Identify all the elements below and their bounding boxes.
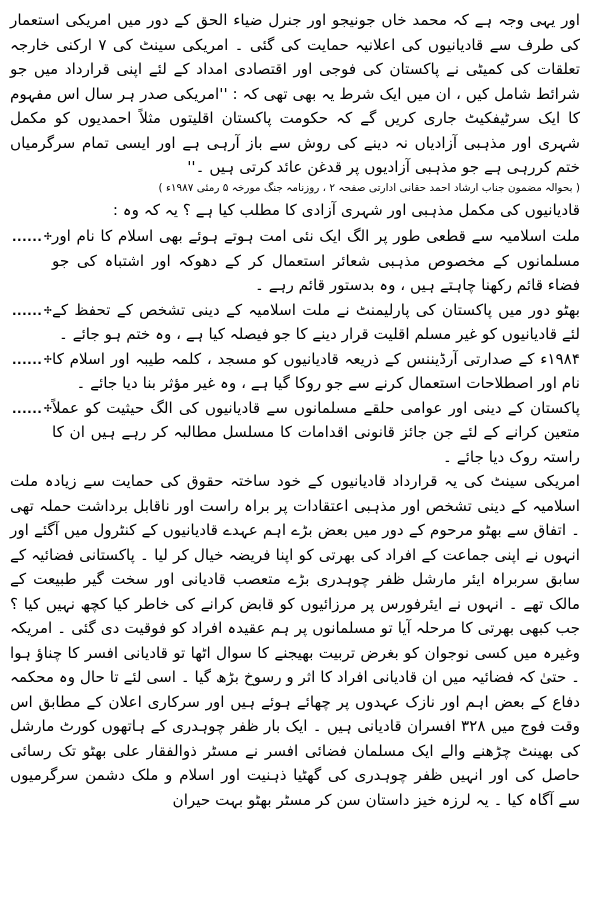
flower-icon <box>44 230 52 242</box>
bullet-marker <box>10 396 52 470</box>
bullet-dots: ...... <box>12 352 43 367</box>
bullet-marker <box>10 298 52 347</box>
bullet-dots: ...... <box>12 230 43 244</box>
closing-paragraph: امریکی سینٹ کی یہ قرارداد قادیانیوں کے خود ساختہ حقوق کی حمایت سے زیادہ ملت اسلامیہ کے دینی تشخص اور مذہبی اعتقادات پر براہ راست اور ناقابل برداشت حملہ تھی ۔ اتفاق سے بھٹو مرحوم کے دور میں بعض بڑے اہم عہدے قادیانیوں کے کنٹرول میں آگئے اور انہوں نے اپنی جماعت کے افراد کی بھرتی کو اپنا فریضہ خیال کر لیا ۔ پاکستانی فضائیہ کے سابق سربراہ ایئر مارشل ظفر چوہدری بڑے متعصب قادیانی اور سخت گیر طبیعت کے مالک تھے ۔ انہوں نے ایئرفورس پر مرزائیوں کو قابض کرانے کی خاطر کیا کچھ نہیں کیا ؟ جب کبھی بھرتی کا مرحلہ آیا تو مسلمانوں پر ہم عقیدہ افراد کو فوقیت دی گئی ۔ امریکہ وغیرہ میں کسی نوجوان کو بغرض تربیت بھیجنے کا سوال اٹھا تو قادیانی افسر کا چناؤ ہوا ۔ حتیٰ کہ فضائیہ میں ان قادیانی افراد کا اثر و رسوخ بڑھ گیا ۔ اسی لئے تا حال وہ محکمہ دفاع کے بعض اہم اور نازک عہدوں پر چھائے ہوئے ہیں اور سرکاری اعلان کے مطابق اس وقت فوج میں ۳۲۸ افسران قادیانی ہیں ۔ ایک بار ظفر چوہدری کے ہاتھوں کورٹ مارشل کی بھینٹ چڑھنے والے ایک مسلمان فضائی افسر نے مسٹر ذوالفقار علی بھٹو تک رسائی حاصل کی اور انہیں ظفر چوہدری کی گھٹیا ذہنیت اور اسلام و ملک دشمن سرگرمیوں سے آگاہ کیا ۔ یہ لرزہ خیز داستان سن کر مسٹر بھٹو بہت حیران <box>10 472 580 809</box>
intro-paragraph: اور یہی وجہ ہے کہ محمد خاں جونیجو اور جنرل ضیاء الحق کے دور میں امریکی استعمار کی طرف سے قادیانیوں کی اعلانیہ حمایت کی گئی ۔ امریکی سینٹ کی ۷ ارکنی خارجہ تعلقات کی کمیٹی نے پاکستان کی فوجی اور اقتصادی امداد کے لئے اپنی قرارداد میں جو شرائط شامل کیں ، ان میں ایک شرط یہ بھی تھی کہ : ''امریکی صدر ہر سال اس مفہوم کا ایک سرٹیفکیٹ جاری کریں گے کہ حکومت پاکستان اقلیتوں مثلاً احمدیوں کو مکمل شہری اور مذہبی آزادیاں نہ دینے کی روش سے باز آرہی ہے اور ایسی تمام سرگرمیاں ختم کررہی ہے جو مذہبی آزادیوں پر قدغن عائد کرتی ہیں ۔'' <box>10 11 580 176</box>
bullet-item <box>10 396 580 470</box>
bullet-marker <box>10 347 52 396</box>
question-line: قادیانیوں کی مکمل مذہبی اور شہری آزادی کا مطلب کیا ہے ؟ یہ کہ وہ : <box>112 200 580 219</box>
bullet-dots: ...... <box>12 401 43 416</box>
bullet-item <box>10 347 580 396</box>
text-column <box>10 8 580 812</box>
flower-icon <box>44 353 52 365</box>
bullet-text: بھٹو دور میں پاکستان کی پارلیمنٹ نے ملت اسلامیہ کے دینی تشخص کے تحفظ کے لئے قادیانیوں کو غیر مسلم اقلیت قرار دینے کا جو فیصلہ کیا ہے ، وہ ختم ہو جائے ۔ <box>52 300 580 343</box>
bullet-text: پاکستان کے دینی اور عوامی حلقے مسلمانوں سے قادیانیوں کی الگ حیثیت کو عملاً متعین کرانے کے لئے جن جائز قانونی اقدامات کا مسلسل مطالبہ کر رہے ہیں ان کا راستہ روک دیا جائے ۔ <box>52 398 580 466</box>
bullet-text: ملت اسلامیہ سے قطعی طور پر الگ ایک نئی امت ہوتے ہوئے بھی اسلام کا نام اور مسلمانوں کے مخصوص مذہبی شعائر استعمال کر کے دھوکہ اور اشتباہ کی جو فضاء قائم رکھنا چاہتے ہیں ، وہ بدستور قائم رہے ۔ <box>52 227 580 294</box>
bullet-item <box>10 298 580 347</box>
bullet-text: ۱۹۸۴ء کے صدارتی آرڈیننس کے ذریعہ قادیانیوں کو مسجد ، کلمہ طیبہ اور اسلام کا نام اور اصطلاحات استعمال کرنے سے جو روکا گیا ہے ، وہ غیر مؤثر بنا دیا جائے ۔ <box>52 349 580 392</box>
flower-icon <box>44 304 52 316</box>
bullet-dots: ...... <box>12 303 43 318</box>
bullet-marker <box>10 224 52 298</box>
bullet-item <box>10 224 580 298</box>
source-reference: ( بحوالہ مضمون جناب ارشاد احمد حقانی ادارتی صفحہ ۲ ، روزنامہ جنگ مورخہ ۵ رمئی ۱۹۸۷ء ) <box>158 181 580 194</box>
flower-icon <box>44 402 52 414</box>
